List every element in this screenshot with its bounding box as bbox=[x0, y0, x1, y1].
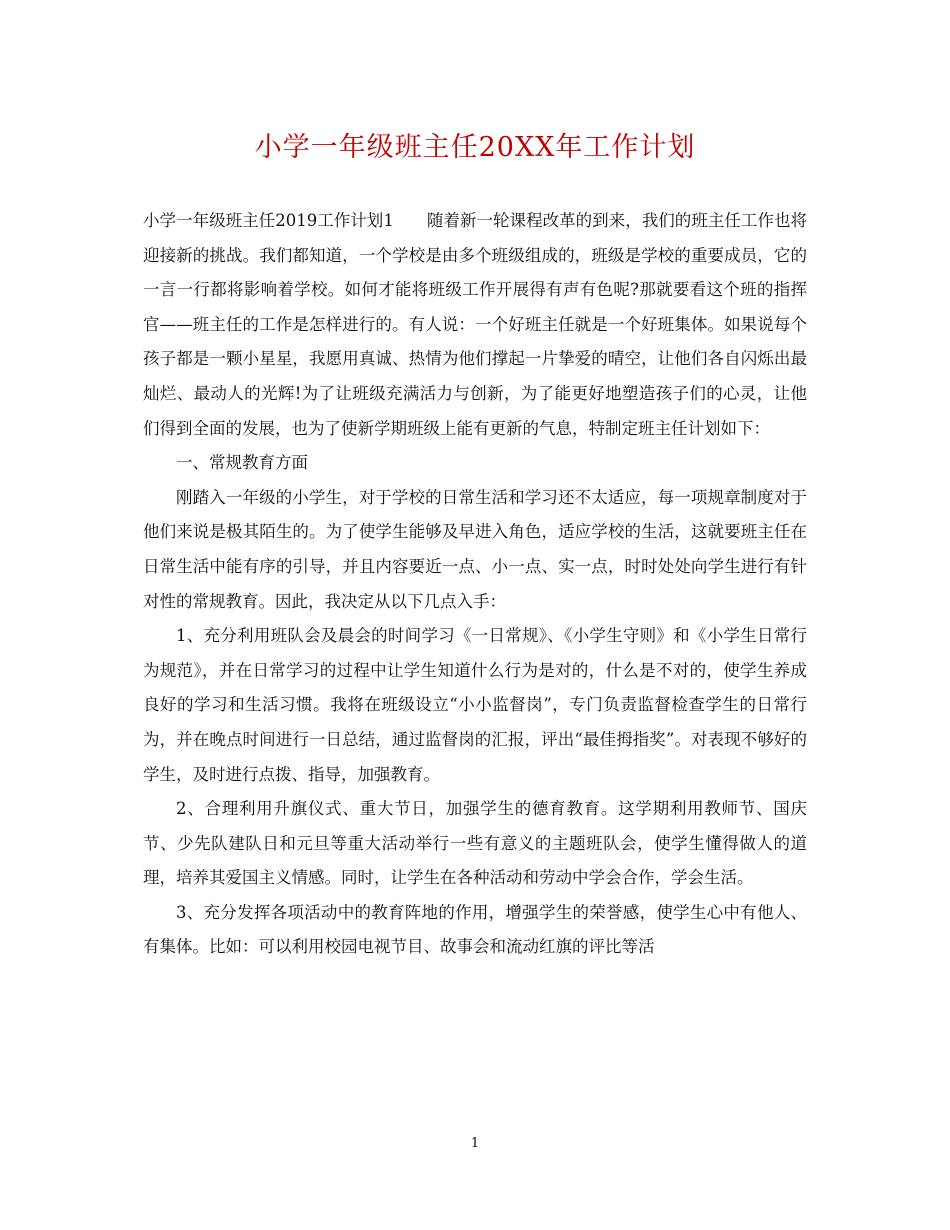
document-title: 小学一年级班主任20XX年工作计划 bbox=[254, 132, 696, 163]
paragraph-item-1: 1、充分利用班队会及晨会的时间学习《一日常规》、《小学生守则》和《小学生日常行为规范》，并在日常学习的过程中让学生知道什么行为是对的，什么是不对的，使学生养成良好的学习和生活习惯。我将在班级设立“小小监督岗”，专门负责监督检查学生的日常行为，并在晚点时间进行一日总结，通过监督岗的汇报，评出“最佳拇指奖”。对表现不够好的学生，及时进行点拨、指导，加强教育。 bbox=[143, 626, 807, 784]
paragraph-routine-education: 刚踏入一年级的小学生，对于学校的日常生活和学习还不太适应，每一项规章制度对于他们来说是极其陌生的。为了使学生能够及早进入角色，适应学校的生活，这就要班主任在日常生活中能有序的引导，并且内容要近一点、小一点、实一点，时时处处向学生进行有针对性的常规教育。因此，我决定从以下几点入手： bbox=[143, 487, 807, 611]
section-heading-routine-education: 一、常规教育方面 bbox=[176, 453, 308, 473]
paragraph-intro: 小学一年级班主任2019工作计划1 随着新一轮课程改革的到来，我们的班主任工作也将迎接新的挑战。我们都知道，一个学校是由多个班级组成的，班级是学校的重要成员，它的一言一行都将影响着学校。如何才能将班级工作开展得有声有色呢?那就要看这个班的指挥官——班主任的工作是怎样进行的。有人说：一个好班主任就是一个好班集体。如果说每个孩子都是一颗小星星，我愿用真诚、热情为他们撑起一片挚爱的晴空，让他们各自闪烁出最灿烂、最动人的光辉!为了让班级充满活力与创新，为了能更好地塑造孩子们的心灵，让他们得到全面的发展，也为了使新学期班级上能有更新的气息，特制定班主任计划如下： bbox=[143, 211, 807, 438]
document-body bbox=[143, 204, 807, 965]
paragraph-item-3: 3、充分发挥各项活动中的教育阵地的作用，增强学生的荣誉感，使学生心中有他人、有集体。比如：可以利用校园电视节目、故事会和流动红旗的评比等活 bbox=[143, 902, 807, 957]
page-number: 1 bbox=[470, 1136, 480, 1151]
paragraph-item-2: 2、合理利用升旗仪式、重大节日，加强学生的德育教育。这学期利用教师节、国庆节、少先队建队日和元旦等重大活动举行一些有意义的主题班队会，使学生懂得做人的道理，培养其爱国主义情感。同时，让学生在各种活动和劳动中学会合作，学会生活。 bbox=[143, 799, 807, 888]
